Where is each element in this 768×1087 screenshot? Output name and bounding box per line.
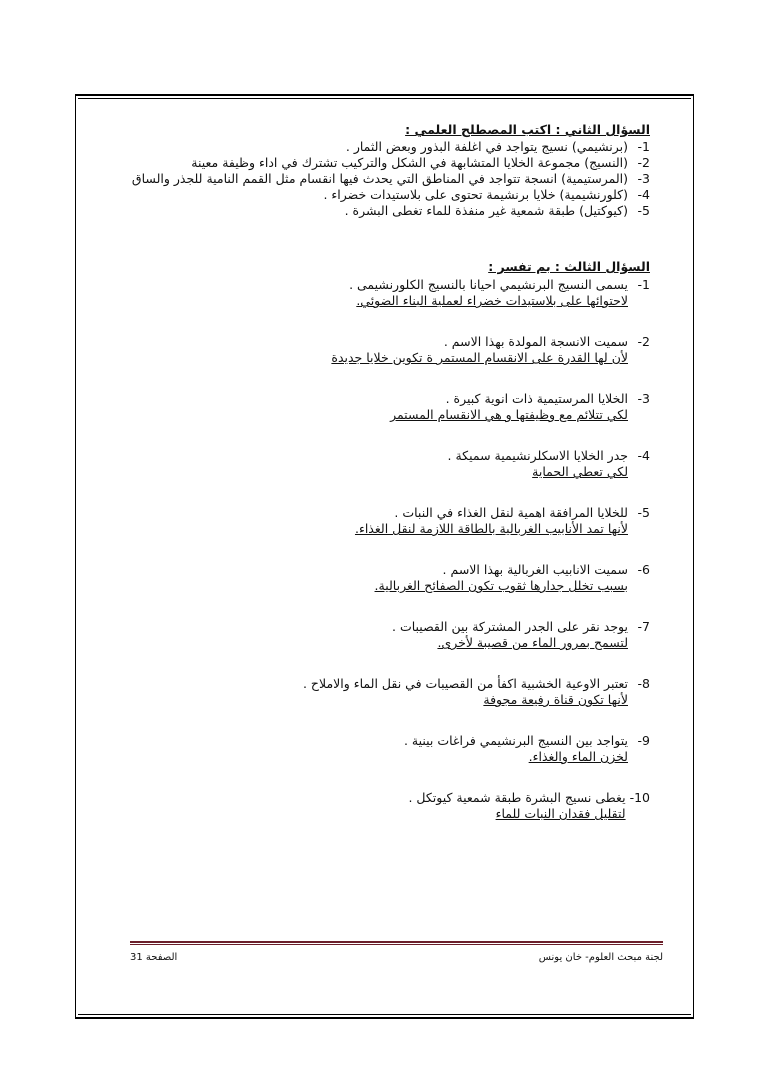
question-text: للخلايا المرافقة اهمية لنقل الغذاء في النبات . bbox=[394, 505, 628, 520]
list-item: -5 للخلايا المرافقة اهمية لنقل الغذاء في النبات . لأنها تمد الأنابيب الغربالية بالطاقة اللازمة لنقل الغذاء. bbox=[354, 505, 650, 536]
answer-text: لأنها تمد الأنابيب الغربالية بالطاقة اللازمة لنقل الغذاء. bbox=[354, 521, 628, 536]
list-item: -8 تعتبر الاوعية الخشبية اكفأ من القصيبات في نقل الماء والاملاح . لأنها تكون قناة رفيعة مجوفة bbox=[302, 676, 650, 707]
answer-text: لكي تعطي الحماية bbox=[532, 464, 628, 479]
answer-text: لكي تتلائم مع وظيفتها و هي الانقسام المستمر bbox=[390, 407, 628, 422]
document-body bbox=[90, 122, 650, 847]
question-text: يغطى نسيج البشرة طبقة شمعية كيوتكل . bbox=[408, 790, 626, 805]
list-item: -1 يسمى النسيج البرنشيمي احيانا بالنسيج الكلورنشيمى . لاحتوائها على بلاستيدات خضراء لعملية البناء الضوئي. bbox=[349, 277, 650, 308]
section-title-q2: السؤال الثاني : اكتب المصطلح العلمي : bbox=[405, 122, 650, 137]
question-text: سميت الانابيب الغربالية بهذا الاسم . bbox=[442, 562, 628, 577]
list-item: -7 يوجد نقر على الجدر المشتركة بين القصيبات . لتسمح بمرور الماء من قصيبة لأخرى. bbox=[392, 619, 650, 650]
list-item: -9 يتواجد بين النسيج البرنشيمي فراغات بينية . لخزن الماء والغذاء. bbox=[403, 733, 650, 764]
list-item: -1 (برنشيمي) نسيج يتواجد في اغلفة البذور وبعض الثمار . bbox=[345, 139, 650, 154]
answer-text: لأن لها القدرة على الانقسام المستمر ة تكوين خلايا جديدة bbox=[331, 350, 628, 365]
answer-text: لتسمح بمرور الماء من قصيبة لأخرى. bbox=[437, 635, 628, 650]
list-item: -2 سميت الانسجة المولدة بهذا الاسم . لأن لها القدرة على الانقسام المستمر ة تكوين خلايا جديدة bbox=[331, 334, 650, 365]
answer-text: لاحتوائها على بلاستيدات خضراء لعملية البناء الضوئي. bbox=[356, 293, 628, 308]
list-item: -6 سميت الانابيب الغربالية بهذا الاسم . بسبب تخلل جدارها ثقوب تكون الصفائح الغربالية. bbox=[374, 562, 650, 593]
answer-text: لخزن الماء والغذاء. bbox=[528, 749, 628, 764]
footer-divider bbox=[130, 941, 663, 943]
term-text: (المرستيمية) انسجة تتواجد في المناطق التي يحدث فيها انقسام مثل القمم النامية للجذر والساق bbox=[131, 171, 628, 186]
list-item: -3 (المرستيمية) انسجة تتواجد في المناطق التي يحدث فيها انقسام مثل القمم النامية للجذر والساق bbox=[131, 171, 650, 186]
term-text: (برنشيمي) نسيج يتواجد في اغلفة البذور وبعض الثمار . bbox=[345, 139, 628, 154]
answer-text: لتقليل فقدان النبات للماء bbox=[495, 806, 626, 821]
answer-text: بسبب تخلل جدارها ثقوب تكون الصفائح الغربالية. bbox=[374, 578, 628, 593]
question-text: الخلايا المرستيمية ذات انوية كبيرة . bbox=[445, 391, 628, 406]
explain-list bbox=[90, 277, 650, 847]
question-text: سميت الانسجة المولدة بهذا الاسم . bbox=[443, 334, 628, 349]
question-text: جدر الخلايا الاسكلرنشيمية سميكة . bbox=[447, 448, 628, 463]
list-item: -5 (كيوكتيل) طبقة شمعية غير منفذة للماء تغطى البشرة . bbox=[344, 203, 650, 218]
question-text: تعتبر الاوعية الخشبية اكفأ من القصيبات في نقل الماء والاملاح . bbox=[302, 676, 628, 691]
list-item: -4 جدر الخلايا الاسكلرنشيمية سميكة . لكي تعطي الحماية bbox=[447, 448, 650, 479]
answer-text: لأنها تكون قناة رفيعة مجوفة bbox=[483, 692, 628, 707]
question-text: يتواجد بين النسيج البرنشيمي فراغات بينية . bbox=[403, 733, 628, 748]
question-text: يوجد نقر على الجدر المشتركة بين القصيبات . bbox=[392, 619, 628, 634]
list-item: -4 (كلورنشيمية) خلايا برنشيمة تحتوى على بلاستيدات خضراء . bbox=[323, 187, 650, 202]
term-list bbox=[90, 139, 650, 219]
page-number: الصفحة 31 bbox=[130, 952, 178, 963]
list-item: -2 (النسيج) مجموعة الخلايا المتشابهة في الشكل والتركيب تشترك في اداء وظيفة معينة bbox=[191, 155, 650, 170]
term-text: (كلورنشيمية) خلايا برنشيمة تحتوى على بلاستيدات خضراء . bbox=[323, 187, 628, 202]
question-text: يسمى النسيج البرنشيمي احيانا بالنسيج الكلورنشيمى . bbox=[349, 277, 628, 292]
footer-committee: لجنة مبحث العلوم- خان يونس bbox=[538, 952, 663, 963]
page-footer bbox=[130, 952, 663, 963]
list-item: -10 يغطى نسيج البشرة طبقة شمعية كيوتكل . لتقليل فقدان النبات للماء bbox=[408, 790, 650, 821]
term-text: (كيوكتيل) طبقة شمعية غير منفذة للماء تغطى البشرة . bbox=[344, 203, 628, 218]
term-text: (النسيج) مجموعة الخلايا المتشابهة في الشكل والتركيب تشترك في اداء وظيفة معينة bbox=[191, 155, 628, 170]
section-title-q3: السؤال الثالث : بم تفسر : bbox=[488, 259, 650, 274]
list-item: -3 الخلايا المرستيمية ذات انوية كبيرة . لكي تتلائم مع وظيفتها و هي الانقسام المستمر bbox=[390, 391, 650, 422]
